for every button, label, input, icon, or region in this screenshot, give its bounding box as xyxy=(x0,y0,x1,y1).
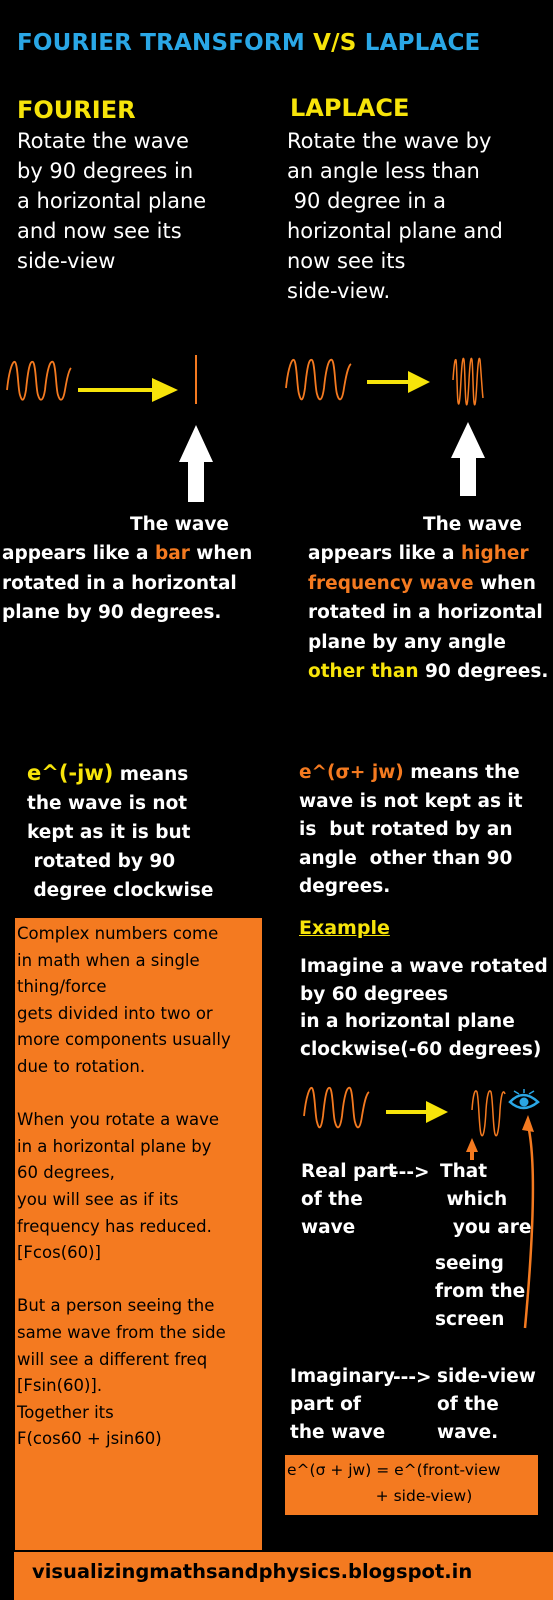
laplace-caption-highlight-1: higher frequency wave xyxy=(308,543,529,594)
formula-box xyxy=(285,1455,538,1515)
complex-numbers-box xyxy=(15,918,262,1550)
real-part-description: That which you are xyxy=(440,1161,532,1238)
laplace-caption-highlight-2: other than xyxy=(308,661,419,682)
imaginary-part-description: side-view of the wave. xyxy=(437,1366,536,1443)
fourier-caption-pre: appears like a xyxy=(2,543,155,564)
fourier-heading: FOURIER xyxy=(17,96,136,124)
formula-text: e^(σ + jw) = e^(front-view + side-view) xyxy=(287,1461,501,1505)
imaginary-part-arrow-text: ---> xyxy=(393,1367,432,1388)
laplace-caption-line1: The wave xyxy=(423,514,522,535)
laplace-heading: LAPLACE xyxy=(290,94,410,122)
title-vs: V/S xyxy=(313,30,357,56)
example-wave xyxy=(304,1088,369,1128)
laplace-expression-text: means the wave is not kept as it is but rotated by an angle other than 90 degrees. xyxy=(299,762,523,897)
laplace-wave-illustration xyxy=(280,340,540,510)
laplace-description: Rotate the wave by an angle less than 90 degree in a horizontal plane and now see its side-view. xyxy=(287,129,503,303)
imaginary-part-arrow-head xyxy=(522,1115,534,1132)
complex-numbers-text: Complex numbers come in math when a single thing/force gets divided into two or more components usually due to rotation. When you rotate a wave in a horizontal plane by 60 degrees, you will see as if its frequency has reduced. [Fcos(60)] But a person seeing the same wave from the side will see a different freq [Fsin(60)]. Together its F(cos60 + jsin60) xyxy=(17,924,231,1449)
laplace-expression: e^(σ+ jw) xyxy=(299,762,404,783)
laplace-caption-pre: appears like a xyxy=(308,543,461,564)
example-arrow-head xyxy=(426,1101,448,1123)
imaginary-part-label: Imaginary part of the wave xyxy=(290,1366,396,1443)
fourier-caption xyxy=(2,539,252,628)
laplace-caption xyxy=(308,539,548,687)
fourier-up-arrow xyxy=(179,425,213,502)
fourier-expression-text: means the wave is not kept as it is but rotated by 90 degree clockwise xyxy=(27,764,214,901)
page-title xyxy=(17,30,480,56)
example-text: Imagine a wave rotated by 60 degrees in a horizontal plane clockwise(-60 degrees) xyxy=(300,956,548,1060)
title-part2: LAPLACE xyxy=(356,30,481,56)
fourier-caption-highlight: bar xyxy=(154,543,190,564)
real-part-description-2: seeing from the screen xyxy=(435,1253,526,1330)
fourier-arrow-head xyxy=(152,378,178,402)
real-part-label: Real part of the wave xyxy=(301,1161,397,1238)
example-rotated-wave xyxy=(472,1091,505,1136)
laplace-wave xyxy=(286,360,351,400)
footer-link[interactable]: visualizingmathsandphysics.blogspot.in xyxy=(32,1560,473,1583)
eye-icon xyxy=(510,1089,538,1108)
fourier-expression-block xyxy=(27,759,213,905)
laplace-up-arrow xyxy=(451,422,485,496)
title-part1: FOURIER TRANSFORM xyxy=(17,30,314,56)
laplace-caption-mid: when rotated in a horizontal plane by any angle xyxy=(308,572,543,653)
laplace-caption-post: 90 degrees. xyxy=(418,661,549,682)
laplace-high-freq-wave xyxy=(453,358,483,404)
fourier-wave-illustration xyxy=(0,340,260,520)
fourier-caption-line1: The wave xyxy=(130,514,229,535)
real-part-arrow xyxy=(466,1138,478,1160)
fourier-expression: e^(-jw) xyxy=(27,761,114,785)
footer-bar xyxy=(14,1552,553,1600)
laplace-arrow-head xyxy=(408,371,430,393)
fourier-description: Rotate the wave by 90 degrees in a horizontal plane and now see its side-view xyxy=(17,129,207,273)
example-heading: Example xyxy=(299,917,390,939)
real-part-arrow-text: ---> xyxy=(391,1162,430,1183)
fourier-caption-post: when rotated in a horizontal plane by 90 degrees. xyxy=(2,543,253,623)
fourier-wave xyxy=(7,362,71,400)
laplace-expression-block xyxy=(299,759,523,902)
